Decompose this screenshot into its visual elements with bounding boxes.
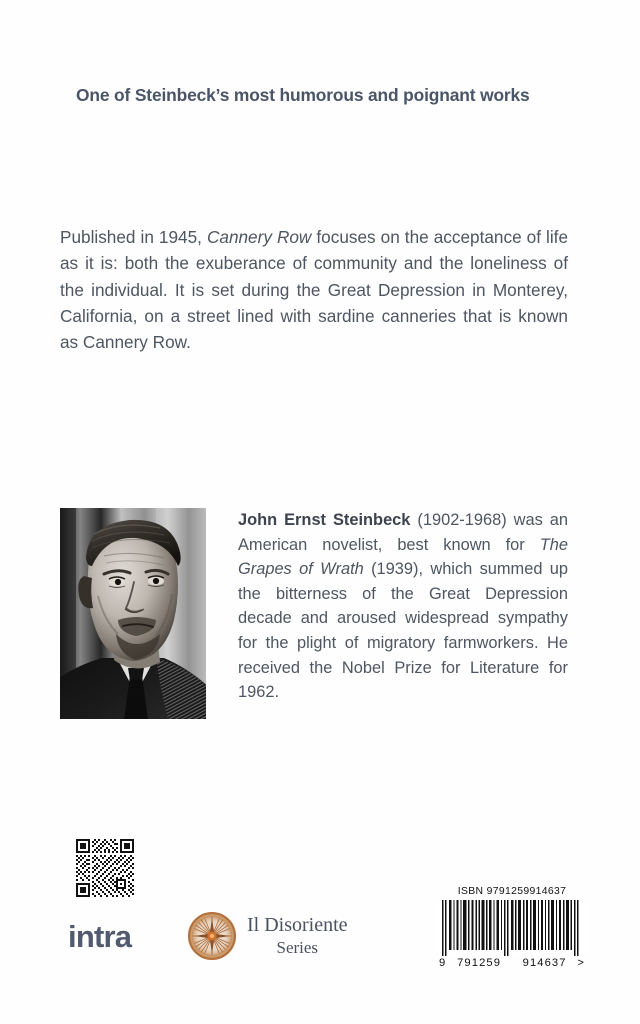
bio-text-before: (1902-1968) was an American novelist, best known for bbox=[238, 511, 569, 554]
author-name: John Ernst Steinbeck bbox=[238, 511, 411, 529]
series-mark bbox=[188, 912, 348, 960]
qr-code-icon[interactable] bbox=[76, 839, 134, 897]
barcode-tail-mark: > bbox=[577, 957, 585, 969]
page-headline: One of Steinbeck’s most humorous and poignant works bbox=[76, 85, 530, 105]
compass-rose-icon bbox=[188, 912, 236, 960]
barcode-digits bbox=[438, 957, 586, 969]
isbn-barcode-block bbox=[438, 886, 586, 969]
blurb-text-before: Published in 1945, bbox=[60, 227, 207, 247]
book-description bbox=[60, 224, 568, 356]
bio-text-after: (1939), which summed up the bitterness of the Great Depression decade and aroused widespread sympathy for the plight of migratory farmworkers. He received the Nobel Prize for Literature for 1962. bbox=[238, 560, 568, 702]
barcode-group-right: 914637 bbox=[522, 957, 567, 969]
isbn-label: ISBN 9791259914637 bbox=[457, 886, 567, 897]
author-biography bbox=[238, 508, 568, 705]
series-name: Il Disoriente bbox=[247, 914, 348, 937]
barcode-group-left: 791259 bbox=[457, 957, 502, 969]
author-portrait-photo bbox=[60, 508, 206, 719]
book-title-italic: Cannery Row bbox=[206, 227, 312, 247]
publisher-logo-intra: intra bbox=[68, 919, 132, 954]
referenced-work-italic: The Grapes of Wrath bbox=[238, 535, 568, 579]
barcode-lead-digit: 9 bbox=[439, 957, 447, 969]
barcode-image bbox=[438, 900, 586, 956]
series-subtitle: Series bbox=[276, 937, 319, 957]
blurb-text-after: focuses on the acceptance of life as it is: both the exuberance of community and the loneliness of the individual. It is set during the Great Depression in Monterey, California, on a street lined with sardine canneries that is known as Cannery Row. bbox=[60, 227, 568, 353]
series-title-block bbox=[247, 914, 348, 958]
